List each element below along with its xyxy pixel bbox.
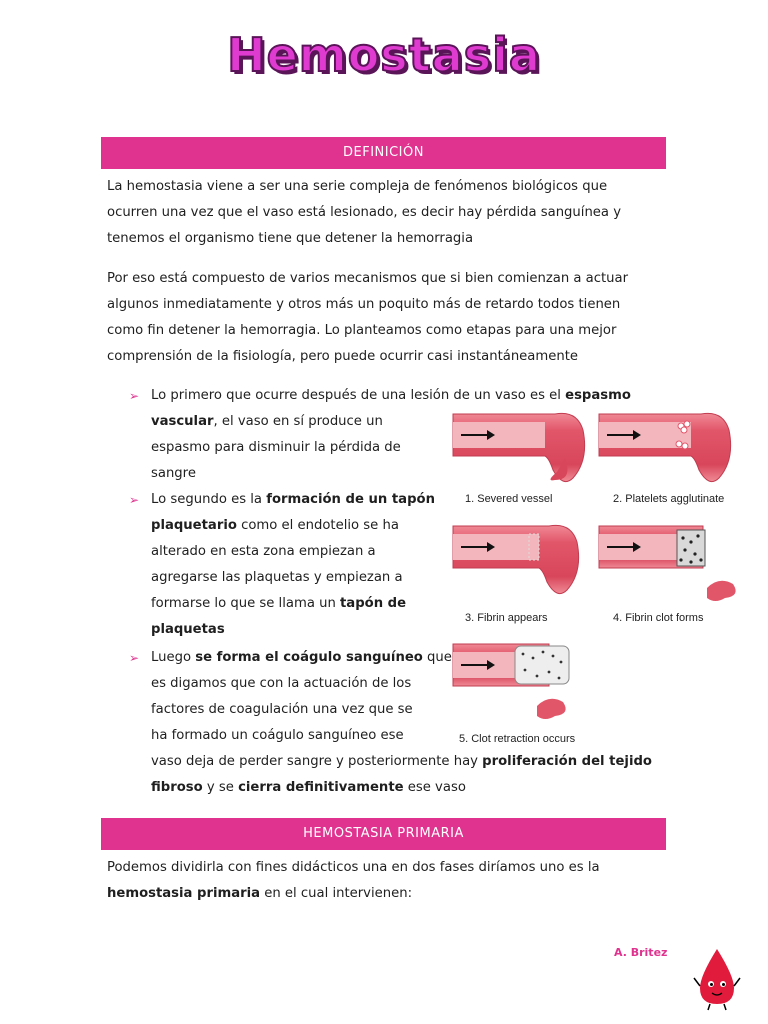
bold-term: espasmo: [565, 388, 631, 403]
text-line: como fin detener la hemorragia. Lo planteamos como etapas para una mejor: [107, 323, 617, 338]
stage-clot-retraction: [453, 644, 569, 719]
text-line: La hemostasia viene a ser una serie compleja de fenómenos biológicos que: [107, 179, 608, 194]
mechanisms-paragraph: [107, 266, 667, 370]
stage-fibrin-appears: [453, 525, 579, 593]
stage-platelets-agglutinate: [599, 413, 731, 481]
text-run: Lo primero que ocurre después de una lesión de un vaso es el: [151, 388, 566, 403]
text-run: como el endotelio se ha: [236, 518, 399, 533]
bold-term: formación de un tapón: [266, 492, 435, 507]
bold-term: cierra definitivamente: [238, 780, 404, 795]
bold-term: tapón de: [340, 596, 407, 611]
text-line: Podemos dividirla con fines didácticos una en dos fases diríamos uno es la: [107, 860, 600, 875]
primaria-paragraph: [107, 855, 667, 907]
text-line: ocurren una vez que el vaso está lesionado, es decir hay pérdida sanguínea y: [107, 205, 622, 220]
stage-severed-vessel: [453, 413, 585, 481]
section-header-hemostasia-primaria: HEMOSTASIA PRIMARIA: [101, 818, 666, 850]
caption-stage-2: 2. Platelets agglutinate: [613, 493, 725, 505]
text-run: ese vaso: [403, 780, 466, 795]
arrow-bullet-icon: ➢: [129, 651, 140, 665]
text-line: agregarse las plaquetas y empiezan a: [151, 570, 403, 585]
text-line: espasmo para disminuir la pérdida de: [151, 440, 401, 455]
bold-term: fibroso: [151, 780, 203, 795]
definition-paragraph: [107, 174, 667, 252]
page-title: Hemostasia: [227, 28, 541, 82]
text-run: Lo segundo es la: [151, 492, 267, 507]
text-run: en el cual intervienen:: [260, 886, 413, 901]
blood-drop-mascot-icon: [692, 946, 742, 1011]
text-run: que: [422, 650, 452, 665]
section-header-definicion: DEFINICIÓN: [101, 137, 666, 169]
text-run: formarse lo que se llama un: [151, 596, 340, 611]
text-line: factores de coagulación una vez que se: [151, 702, 413, 717]
arrow-bullet-icon: ➢: [129, 493, 140, 507]
bold-term: vascular: [151, 414, 214, 429]
text-run: vaso deja de perder sangre y posteriormente hay: [151, 754, 483, 769]
text-line: es digamos que con la actuación de los: [151, 676, 412, 691]
text-line: comprensión de la fisiología, pero puede ocurrir casi instantáneamente: [107, 349, 578, 364]
hemostasis-stages-illustration: [445, 400, 745, 745]
bold-term: proliferación del tejido: [482, 754, 652, 769]
author-signature: A. Britez: [614, 946, 668, 959]
text-line: tenemos el organismo tiene que detener la hemorragia: [107, 231, 474, 246]
caption-stage-5: 5. Clot retraction occurs: [459, 733, 576, 745]
text-line: alterado en esta zona empiezan a: [151, 544, 376, 559]
bold-term: se forma el coágulo sanguíneo: [195, 650, 423, 665]
caption-stage-1: 1. Severed vessel: [465, 493, 553, 505]
stage-fibrin-clot-forms: [599, 526, 736, 601]
bold-term: plaquetas: [151, 622, 225, 637]
text-line: algunos inmediatamente y otros más un poquito más de retardo todos tienen: [107, 297, 621, 312]
text-line: sangre: [151, 466, 196, 481]
caption-stage-3: 3. Fibrin appears: [465, 612, 548, 624]
text-run: Luego: [151, 650, 196, 665]
text-line: Por eso está compuesto de varios mecanismos que si bien comienzan a actuar: [107, 271, 629, 286]
arrow-bullet-icon: ➢: [129, 389, 140, 403]
bold-term: plaquetario: [151, 518, 237, 533]
text-line: ha formado un coágulo sanguíneo ese: [151, 728, 404, 743]
caption-stage-4: 4. Fibrin clot forms: [613, 612, 704, 624]
text-run: , el vaso en sí produce un: [213, 414, 383, 429]
text-run: y se: [202, 780, 239, 795]
bold-term: hemostasia primaria: [107, 886, 261, 901]
